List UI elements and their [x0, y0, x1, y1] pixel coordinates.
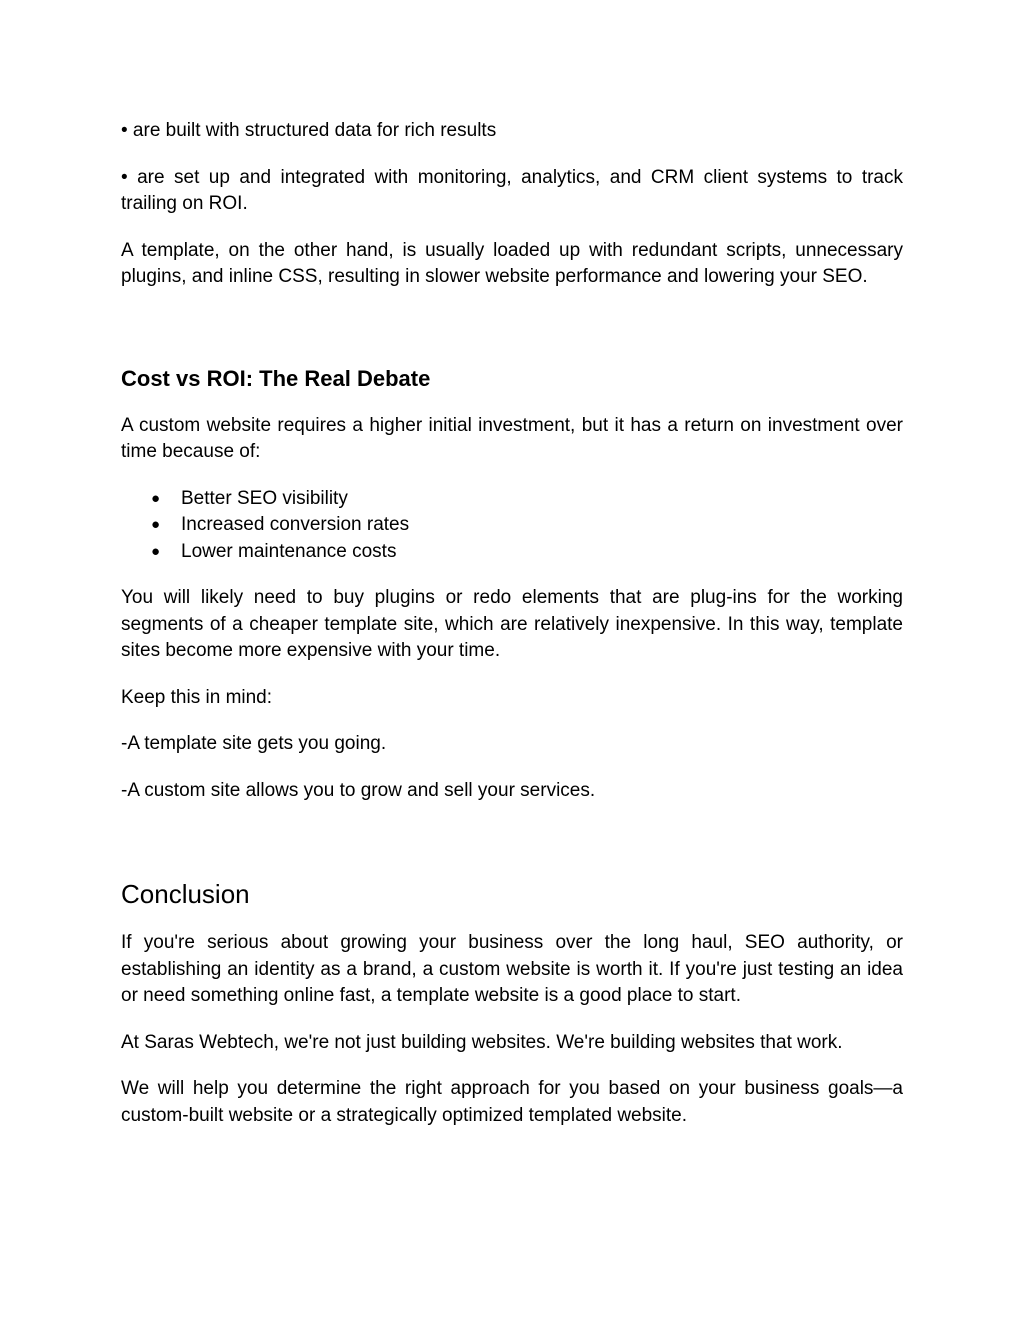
conclusion-paragraph-3: We will help you determine the right approach for you based on your business goals—a custom-built website or a strategically optimized templated website. [121, 1078, 903, 1126]
keep-in-mind-text: Keep this in mind: [121, 686, 273, 708]
bullet-icon: ● [151, 516, 161, 533]
template-paragraph: A template, on the other hand, is usually loaded up with redundant scripts, unnecessary plugins, and inline CSS, resulting in slower website performance and lowering your SEO. [121, 239, 903, 287]
intro-bullet-structured-data: • are built with structured data for rich results [121, 120, 497, 141]
roi-benefits-list [121, 486, 903, 566]
cost-paragraph-1: A custom website requires a higher initial investment, but it has a return on investment over time because of: [121, 414, 903, 462]
list-item [121, 512, 903, 539]
cost-section-heading: Cost vs ROI: The Real Debate [121, 365, 431, 391]
list-item-text: Better SEO visibility [181, 487, 348, 509]
intro-bullet-integrations: • are set up and integrated with monitoring, analytics, and CRM client systems to track trailing on ROI. [121, 166, 903, 214]
list-item-text: Increased conversion rates [181, 514, 410, 535]
bullet-icon: ● [151, 489, 161, 507]
document-page [121, 118, 903, 1149]
custom-point: -A custom site allows you to grow and sell your services. [121, 779, 596, 801]
conclusion-paragraph-1: If you're serious about growing your business over the long haul, SEO authority, or establishing an identity as a brand, a custom website is worth it. If you're just testing an idea or need something online fast, a template website is a good place to start. [121, 932, 903, 1006]
conclusion-paragraph-2: At Saras Webtech, we're not just building websites. We're building websites that work. [121, 1031, 843, 1053]
list-item-text: Lower maintenance costs [181, 540, 397, 562]
cost-paragraph-2: You will likely need to buy plugins or redo elements that are plug-ins for the working segments of a cheaper template site, which are relatively inexpensive. In this way, template sites become more expensive with your time. [121, 587, 903, 661]
template-point: -A template site gets you going. [121, 733, 387, 754]
list-item [121, 486, 903, 513]
bullet-icon: ● [151, 542, 161, 560]
list-item [121, 539, 903, 566]
section-spacer [121, 824, 903, 878]
conclusion-heading: Conclusion [121, 879, 250, 909]
section-spacer [121, 311, 903, 365]
